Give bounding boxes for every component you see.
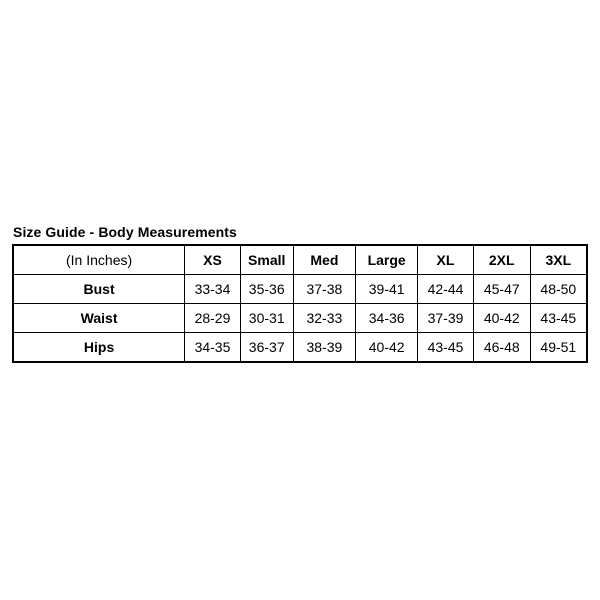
measurement-cell: 34-36 [356,304,418,333]
measurement-cell: 34-35 [185,333,241,363]
size-guide-content [12,224,588,363]
header-cell-2xl: 2XL [473,245,530,275]
table-row-bust [13,275,587,304]
measurement-cell: 43-45 [418,333,474,363]
measurement-cell: 35-36 [240,275,293,304]
measurement-cell: 49-51 [530,333,587,363]
measurement-cell: 39-41 [356,275,418,304]
header-cell-xl: XL [418,245,474,275]
measurement-cell: 33-34 [185,275,241,304]
header-cell-xs: XS [185,245,241,275]
header-cell-3xl: 3XL [530,245,587,275]
page-title: Size Guide - Body Measurements [13,224,237,240]
row-label: Waist [13,304,185,333]
measurement-cell: 46-48 [473,333,530,363]
size-guide-table [12,244,588,363]
measurement-cell: 37-39 [418,304,474,333]
measurement-cell: 36-37 [240,333,293,363]
header-cell-large: Large [356,245,418,275]
measurement-cell: 38-39 [293,333,356,363]
table-row-hips [13,333,587,363]
table-header-row [13,245,587,275]
header-cell-small: Small [240,245,293,275]
measurement-cell: 40-42 [356,333,418,363]
measurement-cell: 40-42 [473,304,530,333]
measurement-cell: 42-44 [418,275,474,304]
measurement-cell: 32-33 [293,304,356,333]
row-label: Bust [13,275,185,304]
header-cell-med: Med [293,245,356,275]
row-label: Hips [13,333,185,363]
header-cell-units: (In Inches) [13,245,185,275]
measurement-cell: 45-47 [473,275,530,304]
measurement-cell: 43-45 [530,304,587,333]
measurement-cell: 48-50 [530,275,587,304]
table-row-waist [13,304,587,333]
measurement-cell: 28-29 [185,304,241,333]
measurement-cell: 37-38 [293,275,356,304]
measurement-cell: 30-31 [240,304,293,333]
